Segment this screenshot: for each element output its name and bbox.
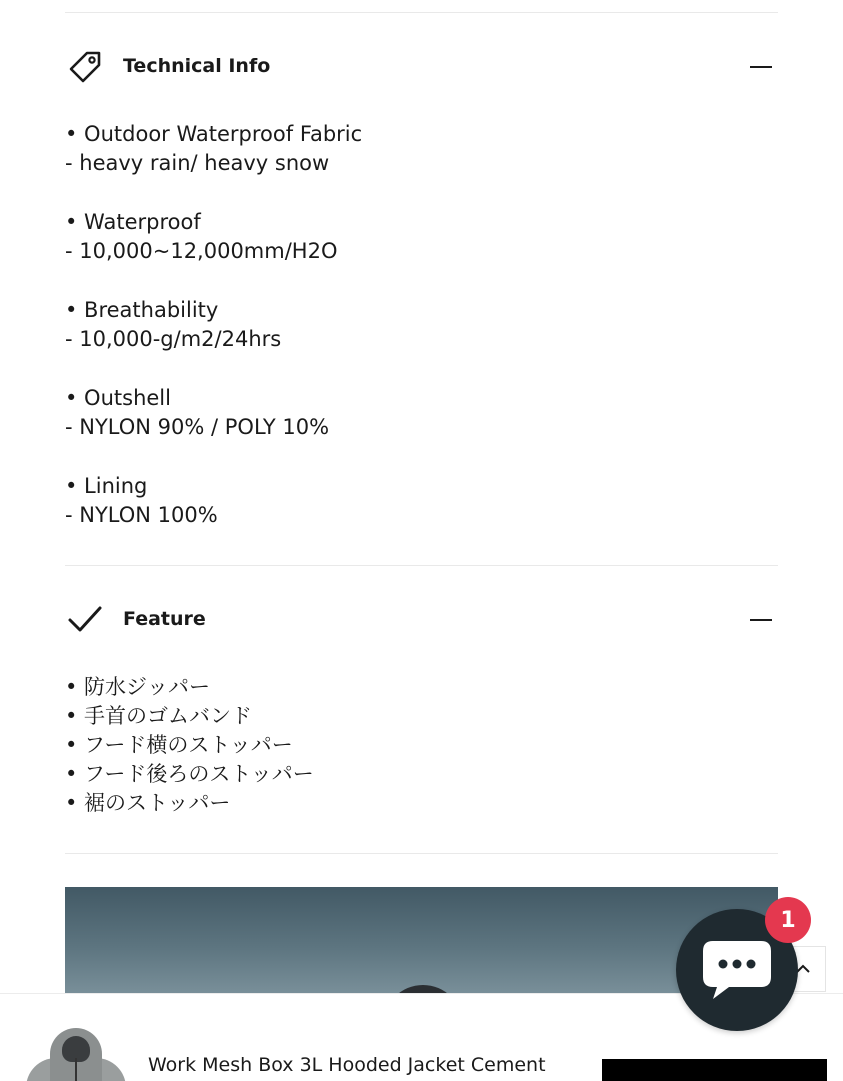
technical-info-collapse-button[interactable] (750, 57, 774, 77)
technical-info-line: - NYLON 90% / POLY 10% (65, 415, 330, 439)
feature-line: • 裾のストッパー (65, 791, 231, 815)
divider-bottom (65, 853, 778, 854)
checkmark-icon (65, 600, 105, 640)
technical-info-header[interactable] (65, 47, 778, 97)
product-thumbnail[interactable] (22, 1022, 126, 1081)
technical-info-line: • Outdoor Waterproof Fabric (65, 122, 363, 146)
technical-info-line: - NYLON 100% (65, 503, 218, 527)
technical-info-line: - 10,000~12,000mm/H2O (65, 239, 338, 263)
technical-info-line: • Lining (65, 474, 148, 498)
technical-info-line: - 10,000-g/m2/24hrs (65, 327, 282, 351)
technical-info-line: - heavy rain/ heavy snow (65, 151, 330, 175)
feature-title: Feature (123, 608, 206, 630)
technical-info-title: Technical Info (123, 55, 271, 77)
chat-notification-badge: 1 (765, 897, 811, 943)
technical-info-line: • Breathability (65, 298, 219, 322)
spacer (65, 442, 765, 472)
chat-bubble-icon (699, 935, 775, 1005)
feature-line: • フード後ろのストッパー (65, 762, 314, 786)
spacer (65, 354, 765, 384)
sticky-product-title: Work Mesh Box 3L Hooded Jacket Cement (148, 1054, 546, 1076)
technical-info-content (65, 120, 765, 530)
feature-collapse-button[interactable] (750, 610, 774, 630)
spacer (65, 266, 765, 296)
feature-line: • 防水ジッパー (65, 675, 211, 699)
technical-info-line: • Outshell (65, 386, 171, 410)
technical-info-line: • Waterproof (65, 210, 201, 234)
add-to-cart-button[interactable] (602, 1059, 827, 1081)
product-image (65, 887, 778, 997)
feature-content (65, 673, 765, 818)
divider-top (65, 12, 778, 13)
spacer (65, 178, 765, 208)
minus-icon (750, 66, 772, 69)
feature-line: • 手首のゴムバンド (65, 704, 253, 728)
feature-line: • フード横のストッパー (65, 733, 293, 757)
minus-icon (750, 619, 772, 622)
tag-icon (65, 47, 105, 87)
divider-middle (65, 565, 778, 566)
feature-header[interactable] (65, 600, 778, 650)
